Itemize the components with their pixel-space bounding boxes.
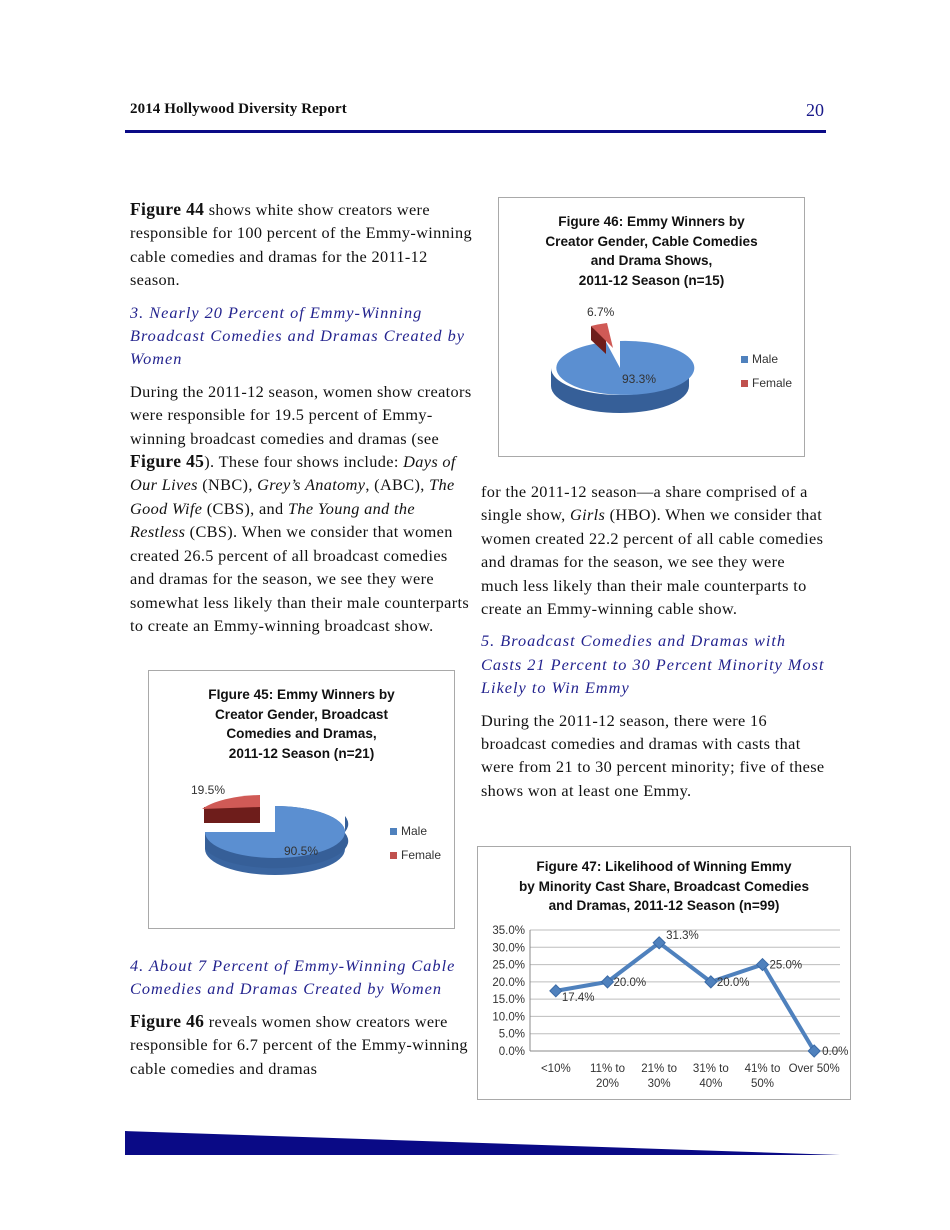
page-number: 20 <box>806 100 824 120</box>
legend-swatch-female <box>741 380 748 387</box>
data-label-female: 6.7% <box>587 305 615 319</box>
section-heading-3: 3. Nearly 20 Percent of Emmy-Winning Broadcast Comedies and Dramas Created by Women <box>130 302 465 369</box>
data-label: 31.3% <box>666 929 699 942</box>
data-label: 20.0% <box>716 976 750 989</box>
title-line: Creator Gender, Cable Comedies <box>545 233 758 249</box>
pie-slice-female <box>202 795 260 809</box>
text-span: (CBS). When we consider that women created 26.5 percent of all broadcast comedies and dramas for the season, we see they were somewhat less likely than their male counterparts to create an Emmy-winning broadcast show. <box>130 522 470 635</box>
y-tick-label: 10.0% <box>492 1011 525 1024</box>
figure-45-ref: Figure 45 <box>130 451 205 472</box>
title-line: and Drama Shows, <box>590 253 713 268</box>
data-label-male: 90.5% <box>284 844 319 858</box>
x-tick-label: 40% <box>699 1078 723 1090</box>
text-span: (NBC), <box>197 475 258 495</box>
data-label-male: 93.3% <box>622 372 657 386</box>
legend-label-female: Female <box>752 376 793 390</box>
right-column <box>481 480 826 811</box>
paragraph-minority-casts: During the 2011-12 season, there were 16 broadcast comedies and dramas with casts that were from 21 to 30 percent minority; five of these shows won at least one Emmy. <box>481 710 825 800</box>
title-line: Figure 47: Likelihood of Winning Emmy <box>536 859 792 874</box>
x-tick-label: 11% to <box>590 1063 625 1075</box>
paragraph-text: shows white show creators were responsible for 100 percent of the Emmy-winning cable comedies and dramas for the 2011-12 season. <box>130 200 472 290</box>
footer-band <box>125 1131 840 1157</box>
figure-44-ref: Figure 44 <box>130 199 205 219</box>
report-title: 2014 Hollywood Diversity Report <box>130 101 347 117</box>
paragraph-broadcast-women <box>130 380 472 637</box>
figure-46-ref: Figure 46 <box>130 1010 205 1031</box>
section-heading-4: 4. About 7 Percent of Emmy-Winning Cable Comedies and Dramas Created by Women <box>130 956 456 999</box>
line-chart-svg <box>478 847 850 1099</box>
x-tick-label: 41% to <box>744 1063 781 1075</box>
text-span: for the 2011-12 season—a share comprised of a single show, <box>481 482 808 525</box>
figure-45-chart <box>148 670 455 929</box>
pie-slice-male <box>556 341 694 395</box>
legend-label-male: Male <box>401 824 428 838</box>
y-tick-label: 20.0% <box>492 976 525 989</box>
pie-45-svg <box>149 671 454 928</box>
data-label: 0.0% <box>822 1046 849 1058</box>
show-title: Grey’s Anatomy <box>257 475 366 495</box>
y-tick-label: 5.0% <box>498 1028 525 1041</box>
legend-swatch-male <box>741 356 748 363</box>
text-span: (HBO). When we consider that women created 22.2 percent of all cable comedies and dramas for the season, we see they were much less likely than their male counterparts to create an Emmy-winning cable show. <box>481 505 824 619</box>
show-title: Days of Our Lives <box>130 452 456 495</box>
section-heading-5: 5. Broadcast Comedies and Dramas with Casts 21 Percent to 30 Percent Minority Most Likely to Win Emmy <box>481 631 825 698</box>
y-tick-label: 0.0% <box>498 1046 525 1058</box>
pie-slice-female-side <box>204 807 260 823</box>
show-title: The Young and the Restless <box>130 498 415 542</box>
data-point <box>550 985 562 997</box>
legend-swatch-female <box>390 852 397 859</box>
title-line: FIgure 45: Emmy Winners by <box>208 687 395 702</box>
left-column <box>130 198 472 646</box>
text-span: , (ABC), <box>365 475 430 495</box>
x-tick-label: Over 50% <box>788 1063 840 1075</box>
pie-46-svg <box>499 198 804 456</box>
y-tick-label: 30.0% <box>492 942 525 955</box>
title-line: by Minority Cast Share, Broadcast Comedies <box>518 878 810 894</box>
title-line: and Dramas, 2011-12 Season (n=99) <box>548 898 780 913</box>
x-tick-label: 30% <box>647 1078 671 1090</box>
title-line: Figure 46: Emmy Winners by <box>558 214 745 229</box>
left-column-lower <box>130 954 475 1089</box>
text-span: During the 2011-12 season, women show creators were responsible for 19.5 percent of Emmy-winning broadcast comedies and dramas (see <box>130 381 472 448</box>
data-label: 17.4% <box>561 991 595 1004</box>
header-rule <box>125 130 826 133</box>
show-title: Girls <box>569 505 606 525</box>
legend-label-male: Male <box>752 352 779 366</box>
title-line: 2011-12 Season (n=21) <box>228 745 375 761</box>
x-tick-label: 31% to <box>692 1063 729 1075</box>
x-tick-label: 50% <box>750 1078 775 1090</box>
x-tick-label: 21% to <box>641 1063 678 1075</box>
paragraph-figure-46 <box>130 1010 475 1080</box>
title-line: Comedies and Dramas, <box>226 726 377 741</box>
figure-47-chart <box>477 846 851 1100</box>
legend-swatch-male <box>390 828 397 835</box>
x-tick-label: <10% <box>540 1063 571 1075</box>
y-tick-label: 15.0% <box>492 994 525 1007</box>
y-tick-label: 25.0% <box>492 959 525 972</box>
legend-label-female: Female <box>401 848 442 862</box>
text-span: reveals women show creators were responsible for 6.7 percent of the Emmy-winning cable comedies and dramas <box>130 1011 468 1078</box>
x-tick-label: 20% <box>595 1078 620 1090</box>
text-span: (CBS), and <box>202 498 288 518</box>
title-line: Creator Gender, Broadcast <box>214 706 388 722</box>
paragraph-cable-women <box>481 480 826 620</box>
paragraph-figure-44 <box>130 198 472 292</box>
text-span: ). These four shows include: <box>204 452 404 472</box>
title-line: 2011-12 Season (n=15) <box>578 272 725 288</box>
figure-46-chart <box>498 197 805 457</box>
data-label: 25.0% <box>769 959 803 972</box>
y-tick-label: 35.0% <box>492 925 525 937</box>
show-title: The Good Wife <box>130 475 455 518</box>
data-label-female: 19.5% <box>191 783 226 797</box>
data-label: 20.0% <box>613 976 647 989</box>
